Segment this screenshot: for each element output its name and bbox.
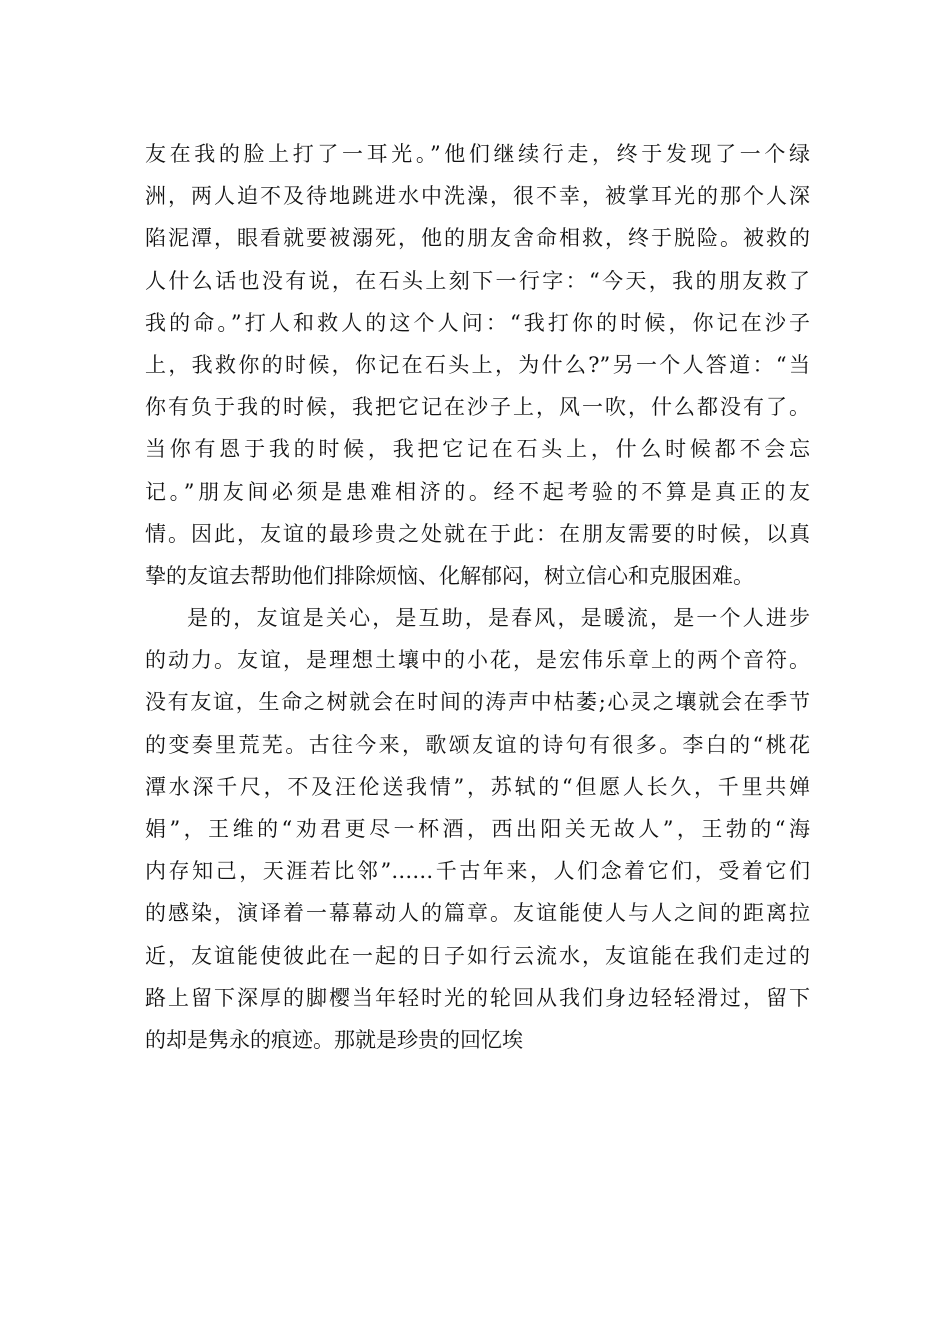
- text-line: 是的，友谊是关心，是互助，是春风，是暖流，是一个人进步: [187, 606, 810, 631]
- text-line: 友在我的脸上打了一耳光。”他们继续行走，终于发现了一个绿: [145, 142, 810, 166]
- text-line: 你有负于我的时候，我把它记在沙子上，风一吹，什么都没有了。: [145, 395, 810, 420]
- paragraph: [145, 597, 810, 1061]
- text-line: 没有友谊，生命之树就会在时间的涛声中枯萎;心灵之壤就会在季节: [145, 690, 810, 715]
- text-line: 的感染，演译着一幕幕动人的篇章。友谊能使人与人之间的距离拉: [145, 901, 810, 926]
- text-line: 近，友谊能使彼此在一起的日子如行云流水，友谊能在我们走过的: [145, 943, 810, 968]
- text-line: 我的命。”打人和救人的这个人问：“我打你的时候，你记在沙子: [145, 310, 810, 335]
- text-line: 的动力。友谊，是理想土壤中的小花，是宏伟乐章上的两个音符。: [145, 648, 810, 673]
- text-line: 潭水深千尺，不及汪伦送我情”，苏轼的“但愿人长久，千里共婵: [145, 774, 810, 799]
- text-line: 内存知己，天涯若比邻”……千古年来，人们念着它们，受着它们: [145, 859, 810, 884]
- text-line: 陷泥潭，眼看就要被溺死，他的朋友舍命相救，终于脱险。被救的: [145, 226, 810, 251]
- text-line: 的却是隽永的痕迹。那就是珍贵的回忆埃: [145, 1027, 523, 1052]
- body-text: [145, 133, 810, 1061]
- text-line: 情。因此，友谊的最珍贵之处就在于此：在朋友需要的时候，以真: [145, 521, 810, 546]
- text-line: 记。”朋友间必须是患难相济的。经不起考验的不算是真正的友: [145, 479, 810, 504]
- paragraph: [145, 133, 810, 597]
- text-line: 路上留下深厚的脚樱当年轻时光的轮回从我们身边轻轻滑过，留下: [145, 985, 810, 1010]
- text-line: 挚的友谊去帮助他们排除烦恼、化解郁闷，树立信心和克服困难。: [145, 563, 754, 588]
- text-line: 洲，两人迫不及待地跳进水中洗澡，很不幸，被掌耳光的那个人深: [145, 184, 810, 209]
- text-line: 当你有恩于我的时候，我把它记在石头上，什么时候都不会忘: [145, 437, 810, 462]
- text-line: 娟”，王维的“劝君更尽一杯酒，西出阳关无故人”，王勃的“海: [145, 817, 810, 841]
- text-line: 人什么话也没有说，在石头上刻下一行字：“今天，我的朋友救了: [145, 268, 810, 293]
- text-line: 上，我救你的时候，你记在石头上，为什么?”另一个人答道：“当: [145, 352, 810, 377]
- text-line: 的变奏里荒芜。古往今来，歌颂友谊的诗句有很多。李白的“桃花: [145, 732, 810, 757]
